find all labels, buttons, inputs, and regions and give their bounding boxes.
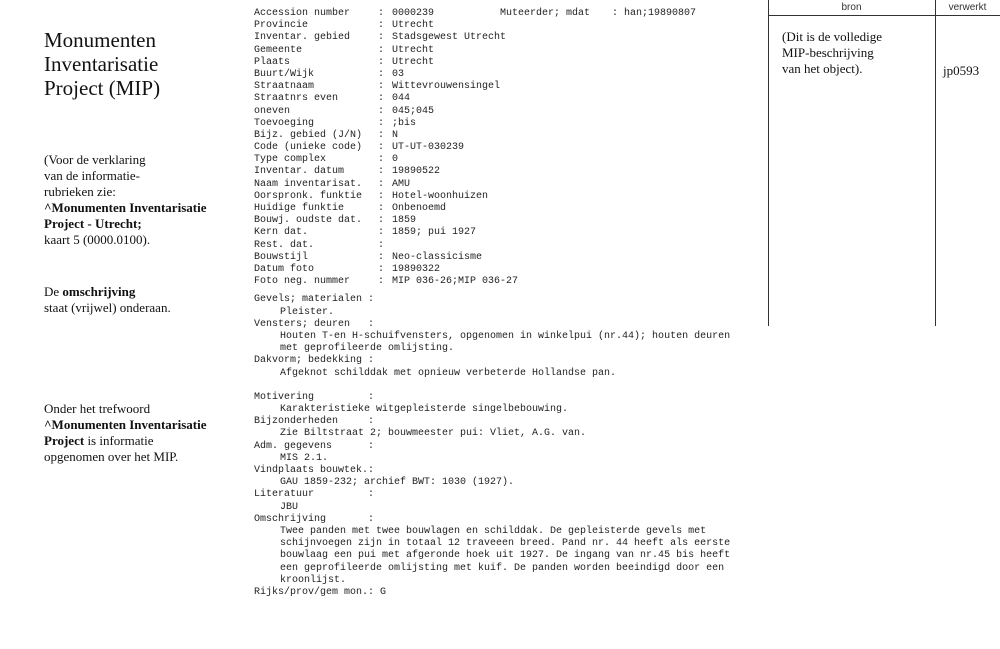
muteerder-value: han;19890807 [624,8,697,19]
field-label: Gemeente [254,44,303,56]
muteerder-label: Muteerder; mdat [500,8,591,19]
field-value: Utrecht [392,44,435,56]
omschr-prefix: De [44,284,63,299]
section-text-line: GAU 1859-232; archief BWT: 1030 (1927). [280,477,515,489]
section-text-line: schijnvoegen zijn in totaal 12 traveeen breed. Pand nr. 44 heeft als eerste [280,538,731,550]
record-field-row [254,142,774,154]
field-colon: : [378,190,385,202]
trefwoord-note [44,401,206,465]
field-label: Buurt/Wijk [254,68,315,80]
section-text-line: Afgeknot schilddak met opnieuw verbeterde Hollandse pan. [280,367,617,379]
description-section [254,587,774,599]
field-label: Bouwj. oudste dat. [254,215,363,227]
trefwoord-reference[interactable]: ^Monumenten Inventarisatie [44,417,207,432]
field-value: 1859 [392,215,417,227]
field-colon: : [378,227,385,239]
muteerder-colon: : [612,8,619,19]
section-heading: Motivering : [254,391,375,403]
field-label: Kern dat. [254,227,309,239]
omschr-rest: staat (vrijwel) onderaan. [44,300,171,315]
record-field-row [254,203,774,215]
field-colon: : [378,68,385,80]
mip-record [254,8,774,599]
explanation-note [44,152,206,248]
record-field-row [254,264,774,276]
explain-reference[interactable]: ^Monumenten Inventarisatie [44,200,207,215]
field-value: AMU [392,178,411,190]
table-divider [768,0,769,326]
section-text-line: MIS 2.1. [280,452,329,464]
field-colon: : [378,117,385,129]
table-divider [935,0,936,326]
record-field-row [254,45,774,57]
field-colon: : [378,81,385,93]
field-colon: : [378,44,385,56]
muteerder-field [500,8,696,20]
record-field-row [254,215,774,227]
field-value: Stadsgewest Utrecht [392,32,507,44]
section-heading: Dakvorm; bedekking : [254,355,375,367]
record-field-row [254,106,774,118]
description-section [254,514,774,587]
record-field-row [254,240,774,252]
field-colon: : [378,56,385,68]
source-note-line: (Dit is de volledige [782,29,883,44]
field-colon: : [378,129,385,141]
description-section [254,465,774,489]
section-text-line: bouwlaag een pui met afgeronde hoek uit 1927. De ingang van nr.45 bis heeft [280,550,731,562]
field-value: Neo-classicisme [392,251,483,263]
field-colon: : [378,142,385,154]
record-field-row [254,8,774,20]
explain-line: (Voor de verklaring [44,152,146,167]
record-field-row [254,252,774,264]
field-label: Huidige funktie [254,203,345,214]
field-value: 0000239 [392,8,435,19]
record-field-row [254,32,774,44]
record-fields [254,8,774,288]
source-note-line: MIP-beschrijving [782,45,874,60]
source-table [768,0,1000,326]
record-field-row [254,191,774,203]
field-label: Accession number [254,8,351,19]
record-field-row [254,276,774,288]
field-value: Onbenoemd [392,203,447,214]
trefwoord-reference-cont[interactable]: Project [44,433,85,448]
field-label: Plaats [254,56,291,68]
field-value: ;bis [392,117,417,129]
field-label: Code (unieke code) [254,142,363,154]
field-colon: : [378,178,385,190]
field-colon: : [378,8,385,19]
description-section [254,489,774,513]
record-field-row [254,93,774,105]
source-note-line: van het object). [782,61,863,76]
field-label: Foto neg. nummer [254,276,351,288]
field-colon: : [378,251,385,263]
description-section [254,355,774,379]
section-text-line: kroonlijst. [280,574,347,586]
source-note [782,29,932,77]
explain-card: kaart 5 (0000.0100). [44,232,151,247]
field-label: Provincie [254,20,309,32]
omschr-keyword: omschrijving [62,284,136,299]
field-value: 0 [392,154,399,166]
section-heading: Vensters; deuren : [254,318,375,330]
section-text-line: Houten T-en H-schuifvensters, opgenomen in winkelpui (nr.44); houten deuren [280,330,731,342]
verwerkt-header: verwerkt [935,0,1000,16]
field-value: 045;045 [392,105,435,117]
field-label: Inventar. gebied [254,32,351,44]
description-section [254,294,774,318]
field-label: Bouwstijl [254,251,309,263]
section-heading: Omschrijving : [254,513,375,525]
trefwoord-rest: is informatie [84,433,154,448]
record-field-row [254,20,774,32]
section-heading: Literatuur : [254,489,375,501]
field-value: N [392,129,399,141]
field-label: Rest. dat. [254,239,315,251]
field-value: Hotel-woonhuizen [392,190,489,202]
section-text-line: Karakteristieke witgepleisterde singelbebouwing. [280,403,569,415]
section-text-line: Pleister. [280,306,335,318]
field-label: Inventar. datum [254,166,345,178]
section-text-line: met geprofileerde omlijsting. [280,343,455,355]
section-text-line: JBU [280,501,299,513]
field-colon: : [378,203,385,214]
field-label: Straatnrs even [254,93,339,105]
field-value: 1859; pui 1927 [392,227,477,239]
trefwoord-line: opgenomen over het MIP. [44,449,179,464]
record-field-row [254,154,774,166]
title-line: Monumenten [44,28,156,52]
section-text-line: Twee panden met twee bouwlagen en schilddak. De gepleisterde gevels met [280,525,707,537]
field-label: Type complex [254,154,327,166]
field-colon: : [378,32,385,44]
field-colon: : [378,105,385,117]
record-field-row [254,130,774,142]
field-colon: : [378,166,385,178]
section-text-line: Zie Biltstraat 2; bouwmeester pui: Vliet, A.G. van. [280,428,587,440]
record-field-row [254,69,774,81]
field-colon: : [378,263,385,275]
section-text-line: een geprofileerde omlijsting met kuif. De panden worden beeindigd door een [280,562,725,574]
field-value: UT-UT-030239 [392,142,465,154]
section-heading: Bijzonderheden : [254,416,375,428]
explain-line: rubrieken zie: [44,184,116,199]
field-value: 19890522 [392,166,441,178]
explain-reference-cont[interactable]: Project - Utrecht; [44,216,142,231]
field-label: Straatnaam [254,81,315,93]
field-value: Utrecht [392,56,435,68]
bron-header: bron [768,0,935,16]
description-section [254,416,774,440]
field-value: 19890322 [392,263,441,275]
field-label: Oorspronk. funktie [254,190,363,202]
record-field-row [254,118,774,130]
section-heading: Adm. gegevens : [254,440,375,452]
field-value: Wittevrouwensingel [392,81,501,93]
record-field-row [254,179,774,191]
processed-code: jp0593 [943,63,980,78]
field-value: 044 [392,93,411,105]
section-heading: Gevels; materialen : [254,294,375,306]
description-section [254,441,774,465]
field-label: Bijz. gebied (J/N) [254,129,363,141]
trefwoord-line: Onder het trefwoord [44,401,151,416]
section-heading: Vindplaats bouwtek.: [254,464,375,476]
field-colon: : [378,276,385,288]
title-line: Project (MIP) [44,76,161,100]
field-label: Toevoeging [254,117,315,129]
field-colon: : [378,215,385,227]
description-section [254,319,774,356]
collection-title [44,28,160,100]
title-line: Inventarisatie [44,52,159,76]
field-value: Utrecht [392,20,435,32]
record-field-row [254,227,774,239]
field-value: MIP 036-26;MIP 036-27 [392,276,519,288]
field-colon: : [378,239,385,251]
section-heading: Rijks/prov/gem mon.: G [254,586,387,598]
description-section [254,392,774,416]
record-field-row [254,81,774,93]
record-field-row [254,166,774,178]
field-label: Naam inventarisat. [254,178,363,190]
record-description-b [254,392,774,599]
field-colon: : [378,20,385,32]
record-field-row [254,57,774,69]
explain-line: van de informatie- [44,168,141,183]
record-description-a [254,294,774,379]
omschrijving-note [44,284,171,316]
field-value: 03 [392,68,405,80]
field-colon: : [378,154,385,166]
field-colon: : [378,93,385,105]
field-label: Datum foto [254,263,315,275]
field-label: oneven [254,105,291,117]
